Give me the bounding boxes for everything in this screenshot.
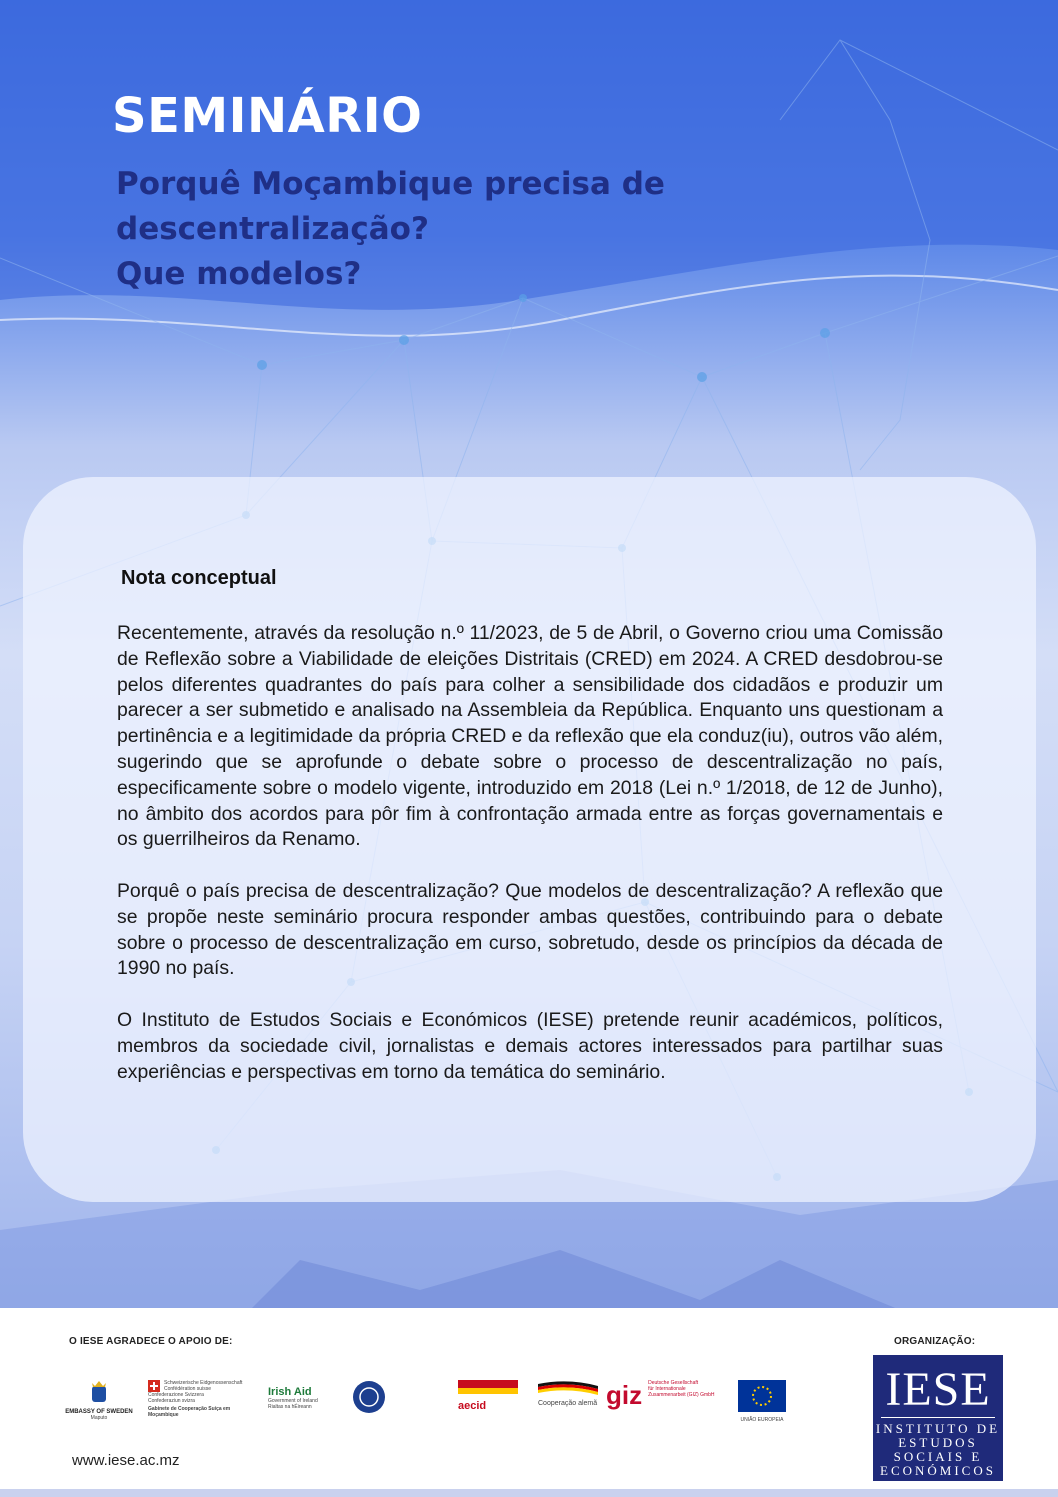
crown-shield-icon xyxy=(88,1380,110,1404)
concept-note-body xyxy=(117,621,943,1111)
german-flag-swoosh-icon xyxy=(538,1380,598,1396)
irish-aid-logo: Irish Aid Government of Ireland Rialtas na hÉireann xyxy=(268,1386,318,1410)
emblem-logo xyxy=(352,1380,434,1426)
giz-logo: giz Deutsche Gesellschaft für Internationale Zusammenarbeit (GIZ) GmbH xyxy=(606,1380,715,1410)
swiss-logo: Schweizerische Eidgenossenschaft Confédération suisse Confederazione Svizzera Confederaziun svizra Gabinete de Cooperação Suíça em Moçambique xyxy=(148,1380,243,1418)
organization-label: ORGANIZAÇÃO: xyxy=(894,1336,976,1347)
spain-aecid-logo: aecid xyxy=(458,1380,518,1426)
subtitle-line-1: Porquê Moçambique precisa de descentralização? xyxy=(116,166,665,247)
website-url[interactable]: www.iese.ac.mz xyxy=(72,1452,180,1469)
eu-flag-icon xyxy=(738,1380,786,1412)
paragraph-2: Porquê o país precisa de descentralização? Que modelos de descentralização? A reflexão que se propõe neste seminário procura responder ambas questões, contribuindo para o debate sobre o processo de descentralização em curso, sobretudo, desde os princípios da década de 1990 no país. xyxy=(117,879,943,980)
german-cooperation-logo: Cooperação alemã xyxy=(538,1380,600,1426)
concept-note-heading: Nota conceptual xyxy=(121,567,277,589)
emblem-icon xyxy=(352,1380,386,1414)
seminar-title: SEMINÁRIO xyxy=(112,88,423,144)
seminar-subtitle xyxy=(116,162,936,297)
subtitle-line-2: Que modelos? xyxy=(116,256,362,292)
bottom-strip xyxy=(0,1489,1058,1497)
iese-logo: IESE INSTITUTO DE ESTUDOS SOCIAIS E ECONÓMICOS xyxy=(873,1355,1003,1481)
paragraph-3: O Instituto de Estudos Sociais e Económicos (IESE) pretende reunir académicos, políticos, membros da sociedade civil, jornalistas e demais actores interessados para partilhar suas experiências e perspectivas em torno da temática do seminário. xyxy=(117,1008,943,1083)
support-label: O IESE AGRADECE O APOIO DE: xyxy=(69,1336,233,1347)
swiss-flag-icon xyxy=(148,1380,160,1392)
sweden-logo: EMBASSY OF SWEDEN Maputo xyxy=(60,1380,138,1426)
eu-logo: UNIÃO EUROPEIA xyxy=(736,1380,788,1426)
paragraph-1: Recentemente, através da resolução n.º 11/2023, de 5 de Abril, o Governo criou uma Comissão de Reflexão sobre a Viabilidade de eleições Distritais (CRED) em 2024. A CRED desdobrou-se pelos diferentes quadrantes do país para colher a sensibilidade dos cidadãos e produzir um parecer a ser submetido e analisado na Assembleia da República. Enquanto uns questionam a pertinência e a legitimidade da própria CRED e da reflexão que ela conduz(iu), outros vão além, sugerindo que se aprofunde o debate sobre o processo de descentralização no país, especificamente sobre o modelo vigente, introduzido em 2018 (Lei n.º 1/2018, de 12 de Junho), no âmbito dos acordos para pôr fim à confrontação armada entre as forças governamentais e os guerrilheiros da Renamo. xyxy=(117,622,943,851)
